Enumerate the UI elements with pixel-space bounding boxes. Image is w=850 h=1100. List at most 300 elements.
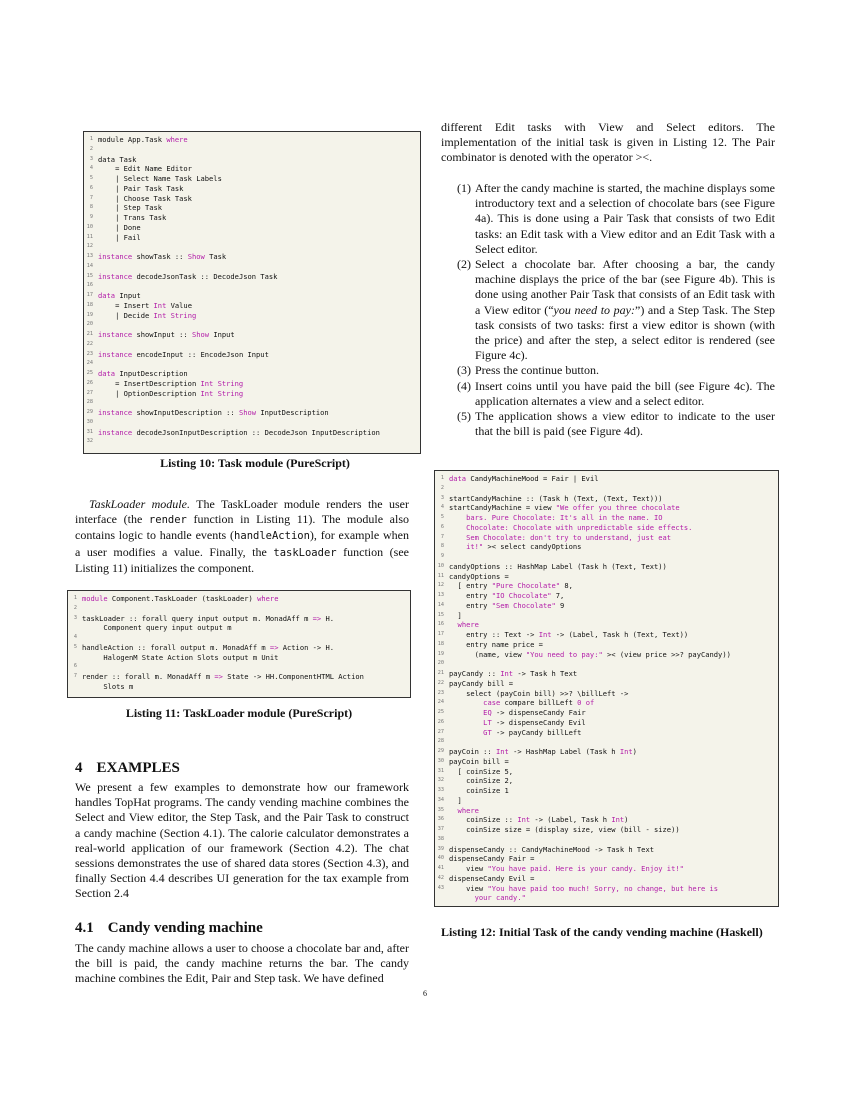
code-line — [88, 281, 416, 291]
code-token: where — [457, 620, 479, 630]
steps-list — [441, 181, 775, 439]
code-line — [88, 291, 416, 301]
step-2-text-post: ”) and a Step Task. The Step task consists of two tasks: first a view editor is shown (with the price) and after the step, a select editor is rendered (see Figure 4c). — [475, 302, 776, 363]
code-token: Int — [611, 815, 625, 825]
code-token: Int — [153, 310, 167, 320]
code-token: "We offer you three chocolate — [555, 503, 680, 513]
code-handleaction: handleAction — [234, 530, 310, 543]
code-line — [72, 643, 406, 653]
code-line — [72, 623, 406, 633]
code-line — [439, 523, 774, 533]
code-line — [88, 242, 416, 252]
code-line — [439, 503, 774, 513]
code-token: => — [312, 613, 322, 623]
code-line — [439, 776, 774, 786]
listing-11-code — [67, 590, 411, 698]
code-token: Slots m — [82, 681, 134, 691]
code-token: -> Task h Text — [513, 669, 578, 678]
code-token: "You need to pay:" — [525, 649, 603, 659]
line-number: 1 — [440, 475, 444, 481]
code-token: = InsertDescription — [98, 378, 201, 388]
line-number: 5 — [73, 643, 77, 650]
code-line — [72, 594, 406, 604]
code-line — [439, 884, 774, 894]
code-line — [72, 604, 406, 614]
code-token: EQ — [483, 708, 492, 717]
code-token: Component query input output m — [82, 623, 232, 633]
code-token: entry — [449, 600, 492, 610]
code-line — [88, 174, 416, 184]
code-line — [88, 164, 416, 174]
line-number: 7 — [89, 194, 93, 201]
code-line — [88, 233, 416, 243]
code-token: 7, — [551, 591, 565, 600]
code-line — [88, 340, 416, 350]
code-token: module App.Task — [98, 135, 167, 144]
code-token: coinSize 2, — [449, 776, 514, 786]
line-number: 16 — [437, 621, 444, 628]
code-token: Component.TaskLoader (taskLoader) — [107, 594, 258, 603]
code-token: HalogenM State Action Slots output m Unit — [82, 652, 279, 662]
code-token: -> (Label, Task h (Text, Text)) — [551, 630, 689, 639]
code-token: InputDescription — [256, 408, 329, 417]
taskloader-paragraph — [75, 497, 409, 576]
code-line — [88, 398, 416, 408]
code-line — [72, 653, 406, 663]
code-token: H. — [321, 613, 334, 623]
line-number: 1 — [73, 595, 77, 601]
line-number: 25 — [86, 370, 93, 376]
code-line — [88, 320, 416, 330]
code-render: render — [148, 514, 187, 527]
line-number: 3 — [73, 614, 77, 621]
line-number: 15 — [437, 611, 444, 618]
code-token: of — [585, 698, 595, 708]
line-number: 42 — [437, 874, 444, 881]
line-number: 7 — [440, 533, 444, 540]
code-token: where — [257, 594, 279, 603]
code-token: "You have paid. Here is your candy. Enjoy it!" — [487, 864, 684, 873]
code-token: entry — [449, 591, 492, 600]
list-item — [441, 409, 775, 439]
line-number: 9 — [440, 553, 444, 559]
code-line — [439, 572, 774, 582]
line-number: 26 — [86, 379, 93, 386]
step-2-number: (2) — [457, 257, 471, 272]
code-token: Int — [495, 747, 509, 756]
code-line — [439, 533, 774, 543]
line-number: 25 — [437, 709, 444, 715]
code-line — [88, 330, 416, 340]
line-number: 32 — [86, 438, 93, 445]
code-line — [88, 252, 416, 262]
code-token: | OptionDescription — [98, 388, 201, 398]
line-number: 6 — [89, 184, 93, 191]
code-token — [449, 728, 483, 737]
code-token: data Task — [98, 154, 137, 164]
code-line — [439, 874, 774, 884]
code-token: Input — [115, 291, 141, 300]
code-token: payCoin bill = — [449, 756, 509, 766]
listing-12-caption: Listing 12: Initial Task of the candy vending machine (Haskell) — [441, 925, 763, 939]
code-token: Task — [204, 252, 227, 261]
code-line — [88, 359, 416, 369]
code-line — [439, 786, 774, 796]
taskloader-text-4: function (see Listing 11) initializes the component. — [75, 544, 410, 575]
code-line — [88, 145, 416, 155]
line-number: 31 — [437, 767, 444, 774]
code-token: 9 — [555, 600, 565, 610]
line-number: 12 — [86, 243, 93, 250]
code-token: "Sem Chocolate" — [491, 600, 556, 610]
code-token: Show — [187, 252, 205, 261]
line-number: 38 — [437, 835, 444, 842]
step-1-text: After the candy machine is started, the machine displays some introductory text and a selection of chocolate bars (see Figure 4a). This is done using a Pair Task that consists of two Edit tasks: an Edit task with a View editor and an Edit Task with a Select editor. — [475, 181, 775, 256]
code-token: | Decide — [98, 310, 154, 320]
code-token: Int — [538, 630, 552, 639]
code-line — [88, 389, 416, 399]
code-line — [439, 513, 774, 523]
line-number: 5 — [440, 514, 444, 520]
code-token: instance — [98, 408, 133, 417]
code-token: | Step Task — [98, 203, 163, 213]
code-line — [439, 893, 774, 903]
code-token: taskLoader :: forall query input output m. MonadAff m — [82, 613, 313, 623]
section-4-body: We present a few examples to demonstrate how our framework handles TopHat programs. The candy vending machine combines the Select and View editor, the Step Task, and the Pair Task to construct a candy machine (Section 4.1). The calorie calculator demonstrates a real-world application of our framework (Section 4.2). The chat sessions demonstrates the use of shared data stores (Section 4.3), and finally Section 4.4 describes UI generation for the tax example from Section 2.4 — [75, 780, 409, 901]
line-number: 21 — [86, 331, 93, 337]
code-line — [88, 203, 416, 213]
section-4-1-title: Candy vending machine — [107, 920, 263, 936]
line-number: 17 — [437, 631, 444, 637]
code-token: State -> HH.ComponentHTML Action — [222, 672, 364, 681]
code-token: ) — [624, 815, 629, 825]
code-token: candyOptions = — [449, 571, 509, 581]
code-token: Int String — [200, 378, 244, 388]
code-line — [439, 494, 774, 504]
code-token: String — [170, 310, 197, 320]
code-line — [88, 369, 416, 379]
code-token: render :: forall m. MonadAff m — [82, 672, 215, 681]
code-line — [439, 845, 774, 855]
line-number: 40 — [437, 855, 444, 862]
line-number: 30 — [437, 757, 444, 764]
code-token: Int String — [200, 388, 244, 398]
code-token: Int — [517, 815, 531, 825]
code-token: dispenseCandy :: CandyMachineMood -> Task h Text — [449, 844, 654, 854]
line-number: 19 — [437, 650, 444, 657]
code-token: Int — [500, 669, 514, 678]
code-line — [439, 630, 774, 640]
code-line — [88, 272, 416, 282]
right-intro-paragraph: different Edit tasks with View and Select editors. The implementation of the initial task is given in Listing 12. The Pair combinator is denoted with the operator ><. — [441, 120, 775, 165]
code-token: 0 — [577, 698, 582, 708]
code-line — [72, 682, 406, 692]
list-item — [441, 363, 775, 378]
code-token: startCandyMachine :: (Task h (Text, (Text, Text))) — [449, 493, 663, 503]
code-token: bars. Pure Chocolate: It's all in the name. IO — [449, 513, 663, 522]
line-number: 15 — [86, 272, 93, 279]
code-line — [439, 650, 774, 660]
code-token: Sem Chocolate: don't try to understand, just eat — [449, 532, 672, 542]
taskloader-text-3: ), for example when a user modifies a value. Finally, the — [75, 528, 409, 559]
line-number: 7 — [73, 673, 77, 679]
section-4-1-heading — [75, 920, 263, 937]
code-token — [449, 620, 458, 629]
line-number: 8 — [440, 543, 444, 550]
code-line — [88, 350, 416, 360]
line-number: 34 — [437, 796, 444, 803]
code-token: -> HashMap Label (Task h — [508, 747, 620, 756]
code-token: | Trans Task — [98, 213, 167, 222]
code-token: InputDescription — [115, 369, 188, 378]
code-token: | Pair Task Task — [98, 183, 184, 193]
listing-10-caption: Listing 10: Task module (PureScript) — [160, 456, 350, 470]
code-token: GT — [483, 727, 492, 737]
code-token: startCandyMachine = view — [449, 503, 556, 513]
line-number: 9 — [89, 214, 93, 220]
section-4-title: EXAMPLES — [96, 760, 180, 776]
line-number: 23 — [86, 350, 93, 357]
code-line — [72, 633, 406, 643]
line-number: 1 — [89, 136, 93, 142]
code-token: "You have paid too much! Sorry, no change, but here is — [487, 883, 719, 893]
code-token: select (payCoin bill) >>? \billLeft -> — [449, 688, 629, 698]
line-number: 43 — [437, 884, 444, 891]
code-token: dispenseCandy Fair = — [449, 854, 535, 864]
code-line — [439, 698, 774, 708]
code-token: [ coinSize 5, — [449, 766, 514, 776]
code-token: view — [449, 883, 488, 893]
line-number: 14 — [86, 262, 93, 269]
line-number: 11 — [86, 233, 93, 240]
listing-12-code — [434, 470, 779, 907]
code-token: -> dispenseCandy Fair — [491, 708, 586, 717]
line-number: 23 — [437, 689, 444, 696]
code-token: 8, — [560, 581, 573, 591]
code-token: => — [269, 642, 279, 652]
line-number: 21 — [437, 670, 444, 676]
page-number: 6 — [423, 989, 427, 998]
code-token: module — [82, 594, 108, 603]
step-3-number: (3) — [457, 363, 471, 378]
code-token: coinSize 1 — [449, 786, 509, 795]
taskloader-text-2: function in Listing 11). The module also contains logic to handle events ( — [75, 512, 410, 543]
line-number: 18 — [437, 640, 444, 647]
listing-11-caption: Listing 11: TaskLoader module (PureScript) — [125, 706, 353, 720]
code-token: CandyMachineMood = Fair | Evil — [466, 474, 599, 483]
line-number: 20 — [86, 321, 93, 328]
code-token: Show — [238, 408, 257, 417]
code-token: data — [98, 369, 116, 378]
code-token: data — [449, 474, 467, 483]
code-token: >< (view price >>? payCandy)) — [602, 649, 731, 659]
code-line — [439, 796, 774, 806]
code-token: -> dispenseCandy Evil — [491, 717, 586, 727]
code-taskloader: taskLoader — [273, 546, 337, 559]
step-4-text: Insert coins until you have paid the bill (see Figure 4c). The application alternates a view and a select editor. — [475, 378, 775, 408]
line-number: 27 — [86, 389, 93, 396]
line-number: 6 — [440, 523, 444, 530]
code-line — [88, 155, 416, 165]
list-item — [441, 181, 775, 257]
code-line — [88, 262, 416, 272]
code-token: decodeJsonInputDescription :: DecodeJson InputDescription — [132, 427, 380, 437]
code-token: encodeInput :: EncodeJson Input — [132, 349, 269, 359]
line-number: 4 — [440, 504, 444, 511]
code-line — [439, 718, 774, 728]
code-token: it!" — [449, 542, 484, 552]
line-number: 2 — [89, 145, 93, 152]
list-item — [441, 379, 775, 409]
code-token: Show — [191, 330, 210, 339]
line-number: 22 — [86, 340, 93, 347]
line-number: 13 — [437, 592, 444, 598]
code-line — [439, 669, 774, 679]
line-number: 22 — [437, 679, 444, 686]
line-number: 31 — [86, 428, 93, 435]
code-line — [439, 708, 774, 718]
code-token: | Fail — [98, 232, 141, 242]
code-line — [88, 437, 416, 447]
code-token: where — [457, 805, 479, 815]
code-token: payCandy :: — [449, 669, 501, 678]
section-4-1-number: 4.1 — [75, 920, 94, 936]
code-token: candyOptions :: HashMap Label (Task h (Text, Text)) — [449, 561, 667, 571]
code-token — [449, 806, 458, 815]
code-token: "IO Chocolate" — [491, 591, 552, 600]
line-number: 33 — [437, 787, 444, 793]
code-line — [88, 135, 416, 145]
list-item — [441, 257, 775, 363]
line-number: 29 — [437, 748, 444, 754]
code-line — [72, 662, 406, 672]
line-number: 12 — [437, 582, 444, 589]
line-number: 6 — [73, 663, 77, 670]
code-line — [88, 428, 416, 438]
code-token: Int — [619, 747, 633, 756]
line-number: 17 — [86, 292, 93, 298]
code-token: compare billLeft — [500, 698, 578, 708]
code-token: Chocolate: Chocolate with unpredictable side effects. — [449, 522, 693, 532]
code-line — [439, 815, 774, 825]
code-token: coinSize :: — [449, 815, 518, 825]
line-number: 18 — [86, 301, 93, 308]
section-4-number: 4 — [75, 760, 83, 776]
code-token: case — [483, 698, 501, 708]
code-line — [88, 223, 416, 233]
line-number: 11 — [437, 572, 444, 579]
code-token: payCandy bill = — [449, 678, 514, 688]
code-token: entry name price = — [449, 639, 543, 649]
code-token: entry :: Text -> — [449, 630, 539, 639]
code-token: your candy." — [449, 893, 526, 903]
code-line — [439, 552, 774, 562]
line-number: 24 — [437, 699, 444, 706]
code-line — [72, 672, 406, 682]
code-token: showTask :: — [132, 252, 188, 261]
line-number: 24 — [86, 360, 93, 367]
line-number: 14 — [437, 601, 444, 608]
line-number: 37 — [437, 826, 444, 832]
listing-10-code — [83, 131, 421, 454]
line-number: 5 — [89, 175, 93, 181]
code-line — [88, 184, 416, 194]
code-token: (name, view — [449, 649, 526, 659]
code-line — [439, 728, 774, 738]
code-line — [439, 640, 774, 650]
line-number: 39 — [437, 845, 444, 852]
code-line — [88, 311, 416, 321]
line-number: 10 — [437, 562, 444, 569]
code-token: -> (Label, Task h — [530, 815, 612, 825]
code-line — [88, 379, 416, 389]
line-number: 20 — [437, 660, 444, 667]
code-token: coinSize size = (display size, view (bill - size)) — [449, 825, 680, 834]
code-line — [88, 213, 416, 223]
line-number: 8 — [89, 204, 93, 211]
line-number: 28 — [437, 738, 444, 745]
code-token — [449, 718, 483, 727]
code-line — [439, 757, 774, 767]
code-token: | Select Name Task Labels — [98, 174, 222, 183]
code-line — [439, 747, 774, 757]
line-number: 41 — [437, 865, 444, 871]
code-line — [439, 806, 774, 816]
code-token: showInputDescription :: — [132, 408, 239, 417]
line-number: 16 — [86, 282, 93, 289]
line-number: 26 — [437, 718, 444, 725]
code-token: instance — [98, 271, 133, 281]
code-token — [449, 698, 483, 707]
code-line — [439, 767, 774, 777]
line-number: 19 — [86, 311, 93, 318]
code-line — [439, 835, 774, 845]
code-token: [ entry — [449, 581, 492, 591]
code-token: | Choose Task Task — [98, 193, 192, 203]
code-token: dispenseCandy Evil = — [449, 873, 535, 883]
code-token: showInput :: — [132, 330, 192, 339]
code-line — [72, 614, 406, 624]
code-token: payCoin :: — [449, 747, 496, 756]
code-line — [439, 854, 774, 864]
taskloader-text-1: The TaskLoader module renders the user interface (the — [75, 497, 409, 527]
line-number: 35 — [437, 806, 444, 813]
code-line — [88, 301, 416, 311]
line-number: 4 — [73, 634, 77, 640]
step-1-number: (1) — [457, 181, 471, 195]
code-token: view — [449, 864, 488, 873]
code-token: Input — [209, 330, 235, 339]
line-number: 36 — [437, 816, 444, 823]
code-token: Value — [166, 300, 192, 310]
line-number: 2 — [440, 484, 444, 491]
line-number: 32 — [437, 777, 444, 784]
code-token: instance — [98, 252, 133, 261]
line-number: 13 — [86, 253, 93, 259]
line-number: 30 — [86, 418, 93, 425]
code-token: = Edit Name Editor — [98, 164, 192, 174]
code-line — [439, 591, 774, 601]
code-token: Action -> H. — [278, 642, 334, 652]
code-line — [439, 825, 774, 835]
code-token: handleAction :: forall output m. MonadAff m — [82, 642, 270, 652]
section-4-1-body: The candy machine allows a user to choose a chocolate bar and, after the bill is paid, the candy machine returns the bar. The candy machine combines the Edit, Pair and Step task. We have defined — [75, 941, 409, 986]
code-line — [439, 484, 774, 494]
section-4-heading — [75, 760, 180, 777]
code-line — [439, 611, 774, 621]
line-number: 3 — [89, 155, 93, 162]
step-2-emphasis: you need to pay: — [553, 302, 635, 317]
